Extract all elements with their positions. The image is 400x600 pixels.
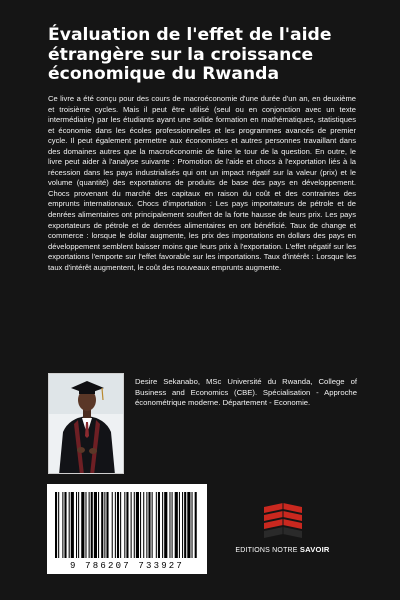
barcode-bar bbox=[187, 492, 190, 558]
barcode-bar bbox=[104, 492, 105, 558]
barcode-bar bbox=[62, 492, 63, 558]
publisher-prefix: EDITIONS NOTRE bbox=[235, 547, 298, 554]
barcode-bar bbox=[136, 492, 139, 558]
barcode-bar bbox=[117, 492, 119, 558]
barcode-bar bbox=[78, 492, 79, 558]
barcode-bar bbox=[124, 492, 125, 558]
barcode-bar bbox=[134, 492, 135, 558]
barcode-bar bbox=[140, 492, 141, 558]
barcode-bar bbox=[58, 492, 59, 558]
barcode-bar bbox=[120, 492, 121, 558]
author-bio: Desire Sekanabo, MSc Université du Rwanda, College of Business and Economics (CBE). Spécialisation - Approche économétrique moderne. Département - Economie. bbox=[135, 377, 357, 407]
barcode-bar bbox=[148, 492, 150, 558]
book-description: Ce livre a été conçu pour des cours de macroéconomie d'une durée d'un an, en deuxième et troisième cycles. Mais il peut être utilisé (seul ou en conjonction avec un texte intermédiaire) par les étudiants ayant une solide formation en mathématiques, statistiques et économie dans les écoles professionnelles et les programmes avancés de premier cycle. Il peut également permettre aux économistes et autres personnes travaillant dans des domaines autres que la macroéconomie de faire le tour de la question. En outre, le livre peut aider à l'analyse suivante : Promotion de l'aide et chocs à l'exportation liés à la récession dans les pays industrialisés qui ont un impact négatif sur la valeur (prix) et le volume (quantité) des exportations de produits de base des pays en développement. Chocs provenant du marché des capitaux en raison du coût et des contraintes des emprunts internationaux. Chocs d'importation : Les pays importateurs de pétrole et de denrées alimentaires ont principalement souffert de la forte hausse de leurs prix. Les pays exportateurs de pétrole et de denrées alimentaires en ont bénéficié. Taux de change et commerce : lorsque le dollar augmente, les prix des importations en dollars des pays en développement semblent baisser moins que leurs prix à l'exportation. L'effet négatif sur les exportations l'emporte sur l'effet favorable sur les importations. Taux d'intérêt : Lorsque les taux d'intérêt augmentent, le coût des nouveaux emprunts augmente. bbox=[48, 94, 356, 272]
barcode-bar bbox=[169, 492, 170, 558]
barcode-bar bbox=[156, 492, 157, 558]
barcode-bar bbox=[175, 492, 178, 558]
barcode-bar bbox=[184, 492, 186, 558]
barcode bbox=[47, 484, 207, 574]
barcode-bar bbox=[182, 492, 183, 558]
barcode-bars bbox=[53, 490, 201, 560]
barcode-bar bbox=[195, 492, 197, 558]
barcode-bar bbox=[152, 492, 153, 558]
barcode-bar bbox=[158, 492, 160, 558]
barcode-bar bbox=[81, 492, 84, 558]
publisher-book-logo-icon bbox=[261, 501, 305, 541]
barcode-bar bbox=[98, 492, 99, 558]
barcode-bar bbox=[106, 492, 108, 558]
barcode-bar bbox=[55, 492, 57, 558]
barcode-bar bbox=[76, 492, 77, 558]
barcode-bar bbox=[101, 492, 103, 558]
barcode-bar bbox=[179, 492, 180, 558]
barcode-bar bbox=[69, 492, 70, 558]
barcode-bar bbox=[85, 492, 86, 558]
barcode-bar bbox=[131, 492, 132, 558]
barcode-bar bbox=[162, 492, 163, 558]
barcode-bar bbox=[94, 492, 97, 558]
barcode-bar bbox=[71, 492, 74, 558]
barcode-bar bbox=[126, 492, 128, 558]
barcode-bar bbox=[64, 492, 66, 558]
barcode-bar bbox=[146, 492, 147, 558]
barcode-bar bbox=[172, 492, 173, 558]
barcode-bar bbox=[112, 492, 113, 558]
barcode-bar bbox=[164, 492, 167, 558]
barcode-bar bbox=[143, 492, 144, 558]
isbn-number: 9 786207 733927 bbox=[69, 561, 184, 571]
barcode-bar bbox=[89, 492, 90, 558]
barcode-bar bbox=[192, 492, 193, 558]
author-photo bbox=[48, 373, 124, 474]
graduate-portrait-image bbox=[49, 374, 124, 474]
book-title: Évaluation de l'effet de l'aide étrangère sur la croissance économique du Rwanda bbox=[48, 25, 332, 84]
publisher-main-name: SAVOIR bbox=[299, 545, 330, 554]
publisher-name bbox=[220, 545, 345, 554]
barcode-bar bbox=[115, 492, 116, 558]
barcode-bar bbox=[91, 492, 93, 558]
